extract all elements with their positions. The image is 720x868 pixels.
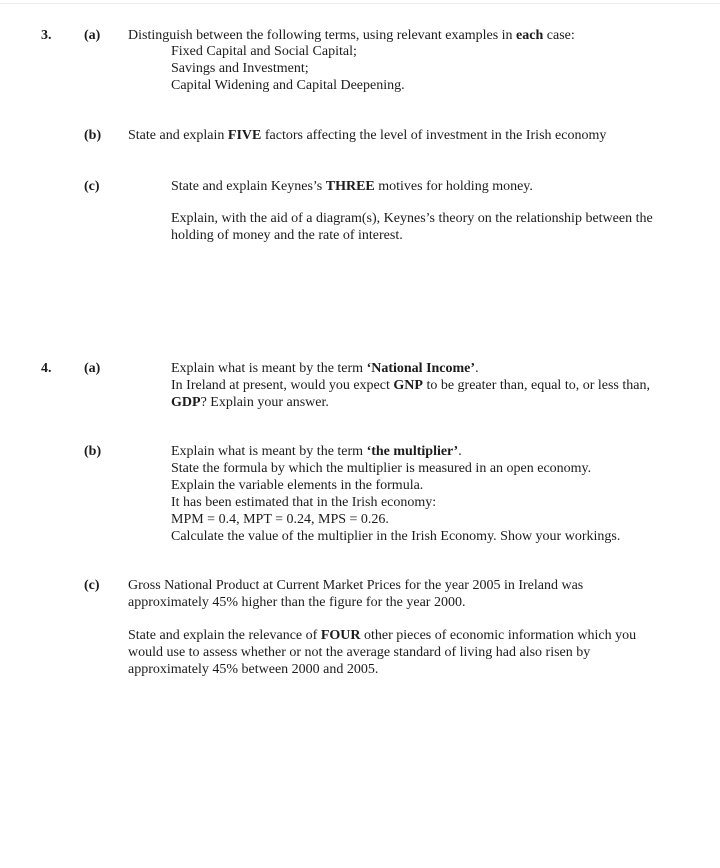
q4b-line1-end: . — [458, 444, 462, 459]
q3c-line1 — [171, 179, 533, 196]
q4a-line2 — [171, 378, 650, 395]
q3c-emphasis: THREE — [325, 179, 375, 194]
top-divider — [0, 3, 720, 4]
q4a-line1-end: . — [475, 361, 479, 376]
q4a-line3-end: ? Explain your answer. — [200, 395, 329, 410]
q3a-item: Capital Widening and Capital Deepening. — [171, 78, 405, 93]
q4a-line2-start: In Ireland at present, would you expect — [171, 378, 394, 393]
q3a-intro-text: Distinguish between the following terms, using relevant examples in — [128, 28, 517, 43]
q4c-emphasis: FOUR — [320, 628, 361, 643]
q3-part-b-label: (b) — [84, 128, 102, 143]
q4b-line: Explain the variable elements in the formula. — [171, 478, 424, 493]
q4b-line1 — [171, 444, 462, 461]
q4c-para2-line1 — [128, 628, 636, 645]
q4a-line1-start: Explain what is meant by the term — [171, 361, 367, 376]
q3c-line1-end: motives for holding money. — [374, 179, 533, 194]
q4-part-c-label: (c) — [84, 578, 100, 593]
q4b-term: ‘the multiplier’ — [366, 444, 459, 459]
q4a-line1 — [171, 361, 479, 378]
q3-part-a-label: (a) — [84, 28, 101, 43]
q4c-para2-start: State and explain the relevance of — [128, 628, 321, 643]
q3a-intro-end: case: — [543, 28, 575, 43]
q4a-line2-end: to be greater than, equal to, or less than, — [422, 378, 650, 393]
q3a-intro-emphasis: each — [516, 28, 544, 43]
q3b-emphasis: FIVE — [227, 128, 262, 143]
q3a-item: Savings and Investment; — [171, 61, 309, 76]
q4a-gdp: GDP — [171, 395, 201, 410]
q4-part-b-label: (b) — [84, 444, 102, 459]
q4b-line: Calculate the value of the multiplier in the Irish Economy. Show your workings. — [171, 529, 621, 544]
q3b-text-end: factors affecting the level of investment in the Irish economy — [261, 128, 607, 143]
q4b-line: State the formula by which the multiplier is measured in an open economy. — [171, 461, 592, 476]
q3a-item: Fixed Capital and Social Capital; — [171, 44, 357, 59]
q3c-para-line: Explain, with the aid of a diagram(s), Keynes’s theory on the relationship between the — [171, 211, 653, 226]
q4c-para1-line: approximately 45% higher than the figure for the year 2000. — [128, 595, 466, 610]
q4b-line: It has been estimated that in the Irish economy: — [171, 495, 437, 510]
q3-part-c-label: (c) — [84, 179, 100, 194]
q3c-para-line: holding of money and the rate of interest. — [171, 228, 403, 243]
q4c-para2-line: approximately 45% between 2000 and 2005. — [128, 662, 379, 677]
q4c-para1-line: Gross National Product at Current Market Prices for the year 2005 in Ireland was — [128, 578, 584, 593]
q4b-line: MPM = 0.4, MPT = 0.24, MPS = 0.26. — [171, 512, 389, 527]
question-4-number: 4. — [41, 361, 52, 376]
q4c-para2-end: other pieces of economic information which you — [360, 628, 637, 643]
q3b-text — [128, 128, 606, 145]
question-3-number: 3. — [41, 28, 52, 43]
q3b-text-start: State and explain — [128, 128, 228, 143]
q4c-para2-line: would use to assess whether or not the average standard of living had also risen by — [128, 645, 591, 660]
q4a-line3 — [171, 395, 329, 412]
q4a-term: ‘National Income’ — [366, 361, 476, 376]
q3c-line1-start: State and explain Keynes’s — [171, 179, 326, 194]
q4a-gnp: GNP — [393, 378, 423, 393]
q4-part-a-label: (a) — [84, 361, 101, 376]
q3a-intro — [128, 28, 575, 45]
q4b-line1-start: Explain what is meant by the term — [171, 444, 367, 459]
